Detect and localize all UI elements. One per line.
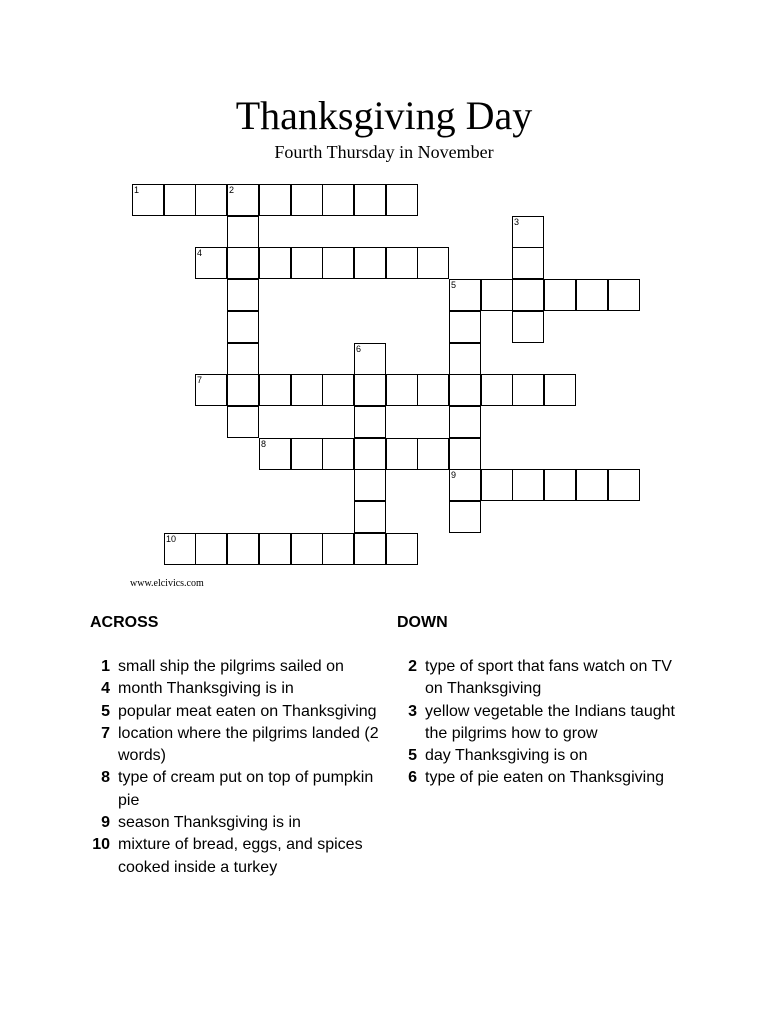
crossword-cell[interactable]	[481, 469, 513, 501]
crossword-cell[interactable]	[354, 533, 386, 565]
across-clue	[90, 723, 390, 768]
across-clues	[90, 612, 390, 879]
crossword-cell[interactable]	[291, 533, 323, 565]
crossword-cell[interactable]	[386, 374, 418, 406]
crossword-cell[interactable]	[449, 279, 481, 311]
crossword-cell[interactable]	[512, 311, 544, 343]
crossword-cell[interactable]	[322, 374, 354, 406]
crossword-cell[interactable]	[354, 501, 386, 533]
crossword-cell[interactable]	[544, 469, 576, 501]
crossword-cell[interactable]	[354, 438, 386, 470]
cell-number: 1	[134, 185, 140, 195]
crossword-cell[interactable]	[449, 501, 481, 533]
clue-number: 8	[101, 769, 110, 787]
clue-text: day Thanksgiving is on	[425, 747, 588, 765]
cell-number: 4	[197, 248, 203, 258]
crossword-cell[interactable]	[386, 438, 418, 470]
across-clue	[90, 701, 390, 723]
crossword-cell[interactable]	[576, 279, 608, 311]
across-clue	[90, 767, 390, 812]
crossword-cell[interactable]	[164, 184, 196, 216]
crossword-cell[interactable]	[449, 438, 481, 470]
crossword-cell[interactable]	[227, 279, 259, 311]
across-clue	[90, 678, 390, 700]
crossword-cell[interactable]	[259, 374, 291, 406]
crossword-cell[interactable]	[354, 469, 386, 501]
crossword-cell[interactable]	[164, 533, 196, 565]
cell-number: 6	[356, 344, 362, 354]
clue-text: small ship the pilgrims sailed on	[118, 658, 344, 675]
cell-number: 5	[451, 280, 457, 290]
crossword-cell[interactable]	[449, 374, 481, 406]
crossword-cell[interactable]	[576, 469, 608, 501]
crossword-cell[interactable]	[291, 247, 323, 279]
crossword-cell[interactable]	[227, 247, 259, 279]
crossword-cell[interactable]	[512, 247, 544, 279]
down-heading: DOWN	[397, 614, 448, 631]
clue-number: 7	[101, 724, 110, 742]
crossword-cell[interactable]	[354, 343, 386, 375]
crossword-cell[interactable]	[195, 184, 227, 216]
clue-text: popular meat eaten on Thanksgiving	[118, 702, 377, 720]
down-clue	[397, 656, 677, 701]
crossword-cell[interactable]	[544, 374, 576, 406]
cell-number: 10	[166, 534, 177, 544]
crossword-cell[interactable]	[322, 438, 354, 470]
down-clue-list	[397, 656, 677, 790]
crossword-cell[interactable]	[354, 184, 386, 216]
clue-number: 6	[408, 769, 417, 787]
crossword-cell[interactable]	[386, 184, 418, 216]
cell-number: 3	[514, 217, 520, 227]
clue-text: month Thanksgiving is in	[118, 680, 294, 698]
cell-number: 9	[451, 470, 457, 480]
crossword-cell[interactable]	[259, 438, 291, 470]
crossword-cell[interactable]	[227, 184, 259, 216]
page-title: Thanksgiving Day	[235, 93, 533, 138]
page-subtitle: Fourth Thursday in November	[274, 142, 494, 162]
crossword-cell[interactable]	[386, 247, 418, 279]
crossword-cell[interactable]	[227, 311, 259, 343]
across-clue	[90, 834, 390, 879]
clue-number: 5	[408, 747, 417, 765]
clue-number: 1	[101, 658, 110, 675]
cell-number: 7	[197, 375, 203, 385]
crossword-cell[interactable]	[512, 216, 544, 248]
crossword-cell[interactable]	[291, 184, 323, 216]
crossword-cell[interactable]	[132, 184, 164, 216]
clue-text: location where the pilgrims landed (2 words)	[118, 724, 379, 765]
crossword-cell[interactable]	[386, 533, 418, 565]
crossword-cell[interactable]	[227, 374, 259, 406]
across-clue	[90, 812, 390, 834]
crossword-cell[interactable]	[417, 438, 449, 470]
clue-number: 3	[408, 702, 417, 720]
clue-text: type of sport that fans watch on TV on Thanksgiving	[425, 658, 672, 698]
crossword-cell[interactable]	[512, 469, 544, 501]
crossword-cell[interactable]	[259, 533, 291, 565]
crossword-cell[interactable]	[449, 406, 481, 438]
crossword-cell[interactable]	[449, 469, 481, 501]
crossword-cell[interactable]	[291, 374, 323, 406]
crossword-cell[interactable]	[608, 279, 640, 311]
crossword-cell[interactable]	[354, 247, 386, 279]
across-heading: ACROSS	[90, 614, 159, 631]
clue-text: type of cream put on top of pumpkin pie	[118, 769, 374, 809]
crossword-cell[interactable]	[291, 438, 323, 470]
crossword-cell[interactable]	[481, 374, 513, 406]
clue-number: 5	[101, 702, 110, 720]
crossword-cell[interactable]	[354, 374, 386, 406]
crossword-cell[interactable]	[481, 279, 513, 311]
crossword-cell[interactable]	[449, 343, 481, 375]
crossword-cell[interactable]	[322, 184, 354, 216]
clue-number: 10	[92, 836, 110, 854]
crossword-cell[interactable]	[195, 533, 227, 565]
crossword-cell[interactable]	[195, 374, 227, 406]
crossword-cell[interactable]	[195, 247, 227, 279]
crossword-cell[interactable]	[354, 406, 386, 438]
across-clue-list	[90, 656, 390, 879]
crossword-cell[interactable]	[227, 533, 259, 565]
cell-number: 8	[261, 439, 267, 449]
crossword-cell[interactable]	[417, 374, 449, 406]
crossword-cell[interactable]	[322, 533, 354, 565]
crossword-cell[interactable]	[512, 279, 544, 311]
down-clues	[397, 612, 677, 790]
crossword-cell[interactable]	[227, 343, 259, 375]
crossword-cell[interactable]	[227, 406, 259, 438]
crossword-cell[interactable]	[259, 184, 291, 216]
crossword-cell[interactable]	[227, 216, 259, 248]
crossword-cell[interactable]	[322, 247, 354, 279]
clue-number: 4	[101, 680, 110, 698]
across-clue	[90, 656, 390, 678]
clue-text: mixture of bread, eggs, and spices cooked inside a turkey	[118, 836, 363, 876]
crossword-cell[interactable]	[259, 247, 291, 279]
clue-number: 9	[101, 814, 110, 832]
down-clue	[397, 767, 677, 789]
clue-text: type of pie eaten on Thanksgiving	[425, 769, 664, 787]
clue-text: season Thanksgiving is in	[118, 814, 301, 832]
crossword-cell[interactable]	[608, 469, 640, 501]
cell-number: 2	[229, 185, 235, 195]
crossword-cell[interactable]	[449, 311, 481, 343]
clue-number: 2	[408, 658, 417, 675]
down-clue	[397, 745, 677, 767]
crossword-cell[interactable]	[417, 247, 449, 279]
crossword-cell[interactable]	[544, 279, 576, 311]
source-credit: www.elcivics.com	[130, 578, 204, 589]
down-clue	[397, 701, 677, 746]
clue-text: yellow vegetable the Indians taught the pilgrims how to grow	[425, 702, 675, 742]
crossword-cell[interactable]	[512, 374, 544, 406]
